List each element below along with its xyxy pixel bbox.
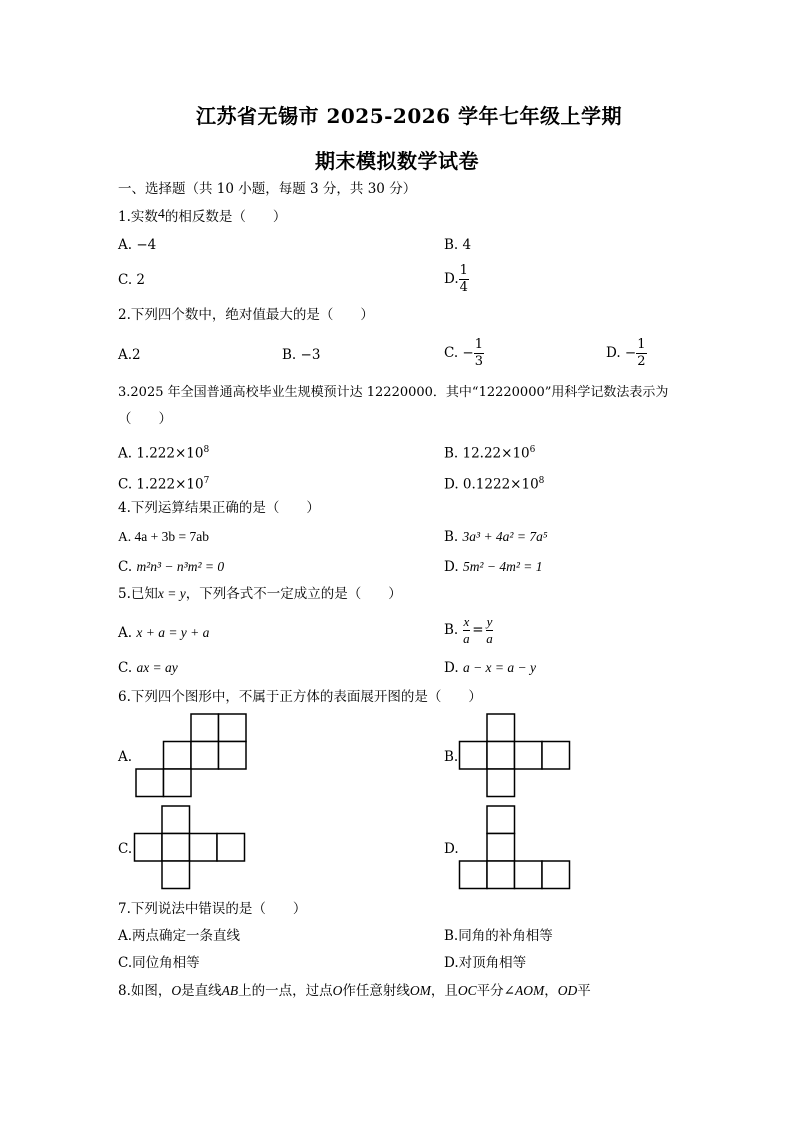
q2-option-a: A.2 (118, 347, 141, 363)
q3-option-c: C. $1.222\times 10^7$ (118, 476, 210, 493)
q1-d-label: D. (444, 271, 459, 287)
q1-stem (118, 208, 286, 227)
q6-label-a: A. (118, 749, 133, 765)
q1-stem-tail: 的相反数是（ ） (164, 209, 287, 225)
q5-b-fraction-left: $\frac{x}{a}$ (463, 614, 470, 646)
q6-figure-c (130, 802, 252, 894)
q1-stem-text: 1.实数 (118, 209, 158, 225)
q1-d-fraction: $\frac{1}{4}$ (459, 263, 468, 295)
q7-option-d: D.对顶角相等 (444, 955, 527, 971)
q2-option-b: B. −3 (282, 347, 321, 363)
q4-option-b: B. 3a³ + 4a² = 7a⁵ (444, 529, 548, 545)
q5-b-fraction-right: $\frac{y}{a}$ (486, 614, 493, 646)
q7-option-c: C.同位角相等 (118, 955, 200, 971)
q1-number: 4 (157, 207, 165, 222)
q6-label-b: B. (444, 749, 459, 765)
q4-option-a: A. 4a + 3b = 7ab (118, 529, 209, 544)
q4-option-d: D. 5m² − 4m² = 1 (444, 559, 543, 575)
title-line-1: 江苏省无锡市 2025-2026 学年七年级上学期 (196, 104, 623, 128)
q2-option-c (444, 337, 484, 370)
q6-label-c: C. (118, 841, 133, 857)
title-line-2: 期末模拟数学试卷 (315, 149, 479, 173)
q7-option-b: B.同角的补角相等 (444, 928, 553, 944)
q7-option-a: A.两点确定一条直线 (118, 928, 241, 944)
q2-c-label: C. − (444, 345, 474, 361)
q5-option-d: D. a − x = a − y (444, 660, 537, 676)
section-heading: 一、选择题（共 10 小题，每题 3 分，共 30 分） (118, 181, 417, 197)
q5-option-c: C. ax = ay (118, 660, 178, 676)
q1-option-c: C. 2 (118, 272, 146, 288)
q6-figure-a (130, 710, 255, 802)
q6-figure-d (455, 802, 577, 894)
q6-figure-b (455, 710, 577, 802)
q1-option-a: A. −4 (118, 237, 157, 253)
q7-stem: 7.下列说法中错误的是（ ） (118, 901, 307, 917)
q1-option-d (444, 263, 469, 296)
q6-label-d: D. (444, 841, 459, 857)
q5-option-a: A. x + a = y + a (118, 625, 210, 641)
q6-stem: 6.下列四个图形中，不属于正方体的表面展开图的是（ ） (118, 689, 482, 705)
q2-option-d (606, 337, 647, 370)
q3-option-d: D. $0.1222\times 10^8$ (444, 476, 545, 493)
q2-d-label: D. − (606, 345, 637, 361)
q2-d-fraction: $\frac{1}{2}$ (637, 337, 646, 369)
q4-stem: 4.下列运算结果正确的是（ ） (118, 500, 320, 516)
q3-option-b: B. $12.22\times 10^6$ (444, 445, 536, 462)
q5-stem: 5.已知x = y，下列各式不一定成立的是（ ） (118, 586, 402, 602)
q5-option-b: B. $\frac{x}{a}$ = $\frac{y}{a}$ (444, 614, 493, 646)
q3-stem: 3.2025 年全国普通高校毕业生规模预计达 12220000．其中“12220000”用科学记数法表示为 (118, 385, 669, 400)
q2-c-fraction: $\frac{1}{3}$ (474, 337, 484, 369)
q4-option-c: C. m²n³ − n³m² = 0 (118, 559, 225, 575)
q3-stem-paren: （ ） (118, 411, 172, 427)
q8-stem: 8.如图，O是直线AB上的一点，过点O作任意射线OM，且OC平分∠AOM，OD平 (118, 983, 591, 999)
q1-option-b: B. 4 (444, 237, 472, 253)
q3-option-a: A. $1.222\times 10^8$ (118, 445, 210, 462)
q2-stem: 2.下列四个数中，绝对值最大的是（ ） (118, 307, 374, 323)
